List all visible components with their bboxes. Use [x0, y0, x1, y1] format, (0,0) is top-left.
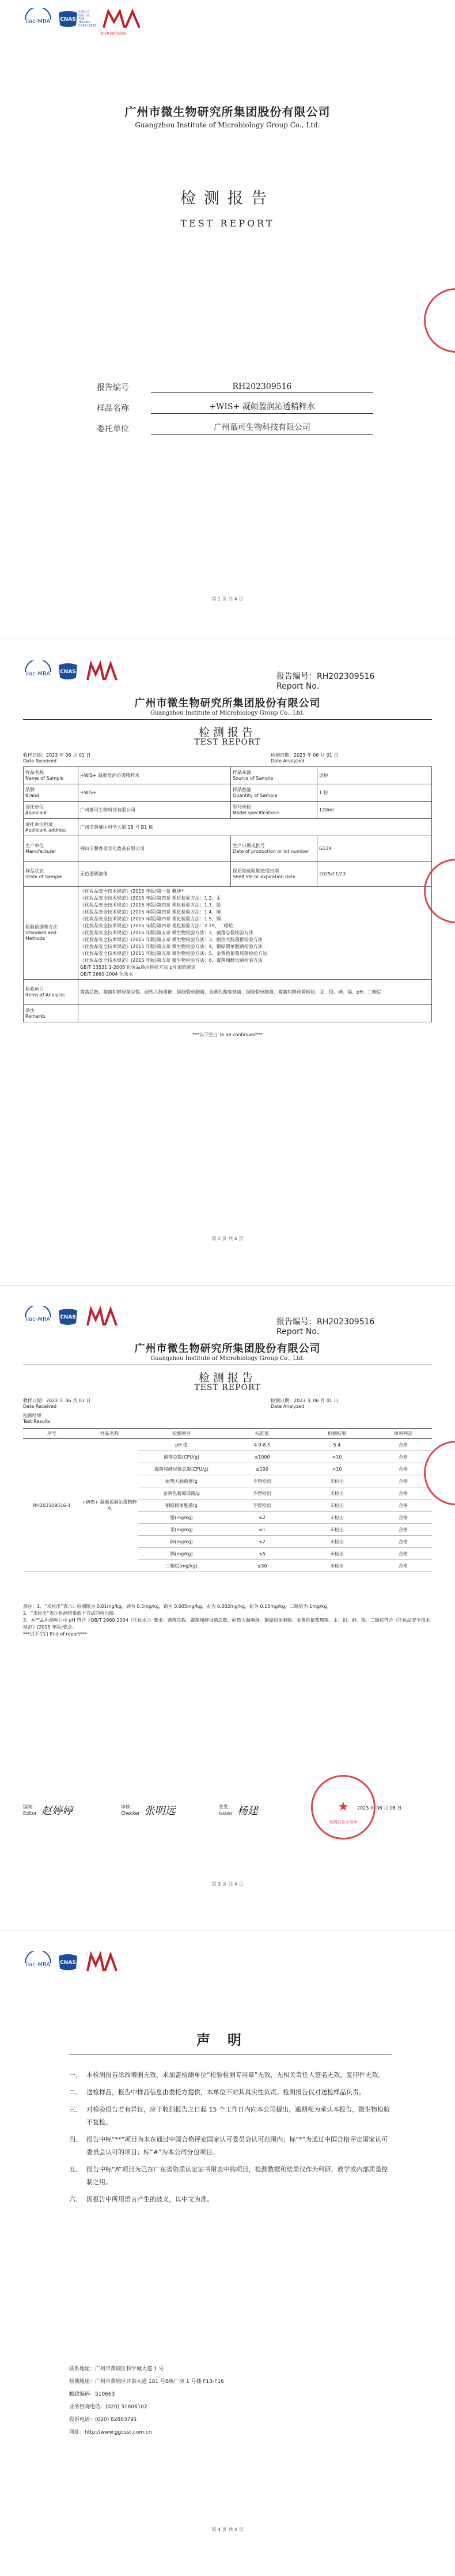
table-row-methods [24, 887, 432, 980]
cell-item: 砷(mg/kg) [138, 1536, 225, 1548]
cnas-logo [58, 8, 96, 31]
declaration-text: 送检样品，报告中样品信息由委托方提供，本单位不对其真实性负责。检测报告仅对送检样品负责。 [86, 2088, 365, 2096]
field-label: 委托单位 [25, 804, 44, 810]
cma-code: 202019005595 [100, 32, 127, 36]
report-title-en: TEST REPORT [194, 1383, 261, 1392]
cover-row-applicant [97, 418, 373, 435]
checker-label-en: Checker [121, 1811, 140, 1816]
cell-item: 菌落总数(CFU/g) [138, 1451, 225, 1463]
cell-std: ≤2 [225, 1512, 299, 1524]
cell-item: 二噁烷(mg/kg) [138, 1560, 225, 1572]
note-line: ***以下空白 End of report*** [23, 1631, 87, 1637]
accreditation-logos [23, 8, 147, 36]
field-label: 生产日期或批号 [233, 843, 265, 848]
method-item: 《化妆品安全技术规范》(2015 年版)第四章 理化检验方法：1.3、铅 [80, 902, 221, 908]
field-label-en: Applicant [25, 810, 47, 815]
page-number: 第 2 页 共 4 页 [211, 1236, 244, 1241]
cell-item: 耐热大肠菌群/g [138, 1475, 225, 1487]
declaration-item: 二、 送检样品，报告中样品信息由委托方提供，本单位不对其真实性负责。检测报告仅对送检样品负责。 [69, 2086, 392, 2099]
report-cover-page [0, 0, 455, 640]
cell-item: 霉菌和酵母菌总数(CFU/g) [138, 1463, 225, 1475]
cell-std: ≤5 [225, 1548, 299, 1560]
cover-value: RH202309516 [151, 382, 373, 393]
cma-logo [85, 660, 120, 683]
method-item: 《化妆品安全技术规范》(2015 年版)第五章 微生物检验方法：3、耐热大肠菌群检验方法 [80, 937, 263, 942]
method-item: 《化妆品安全技术规范》(2015 年版)第四章 理化检验方法：2.19、二噁烷 [80, 923, 233, 928]
date-analyzed: 检测日期：2023 年 06 月 01 日 [271, 753, 339, 758]
date-analyzed-en: Date Analyzed [271, 758, 305, 764]
cell-std: 不得检出 [225, 1487, 299, 1499]
declaration-item: 一、 本检测报告涂改增删无效，未加盖检测单位“检验检测专用章”无效，无相关责任人签名无效，复印件无效。 [69, 2069, 392, 2082]
page-number: 第 1 页 共 4 页 [211, 596, 244, 602]
stamp-text: 检测报告专用章 [329, 1820, 358, 1825]
cnas-text-3: 检测 [78, 17, 85, 21]
org-name-en: Guangzhou Institute of Microbiology Group Co., Ltd. [150, 1355, 305, 1362]
report-title-en: TEST REPORT [180, 218, 275, 229]
svg-text:CNAS: CNAS [60, 17, 76, 22]
cnas-text-1: 中国认可 [78, 10, 90, 14]
cover-value: +WIS+ 凝颜盈润沁透精粹水 [151, 401, 373, 414]
contact-phone: 业务咨询电话：(020) 31606102 [69, 2404, 147, 2410]
test-results-page [0, 1285, 455, 1931]
date-analyzed: 检测日期：2023 年 06 月 01 日 [271, 1398, 339, 1403]
col-header: 单项判定 [374, 1429, 432, 1439]
cell-judge: 合格 [374, 1536, 432, 1548]
field-value [78, 1005, 432, 1022]
field-label-en: State of Sample [25, 874, 62, 879]
field-label: 样品来源 [233, 769, 251, 775]
report-no-en: Report No. [276, 682, 320, 691]
sign-date: 2023 年 06 月 08 日 [357, 1806, 402, 1811]
cell-std: 不得检出 [225, 1475, 299, 1487]
note-line: 3、本产品所测项目中 pH 符合《QB/T 2660-2004《化妆水》》要求；菌落总数、霉菌和酵母菌总数、耐热大肠菌群、铜绿假单胞菌、金黄色葡萄球菌、汞、铅、砷、镉、二噁烷符合《化妆品安全技术规范》(2015 年版)要求。 [23, 1618, 430, 1630]
date-analyzed-en: Date Analyzed [271, 1404, 305, 1409]
method-item: 《化妆品安全技术规范》(2015 年版)第五章 微生物检验方法：2、菌落总数检验方法 [80, 930, 253, 935]
field-value: 佛山市馨香美容化妆品有限公司 [78, 836, 231, 862]
cell-result: 未检出 [299, 1524, 374, 1536]
sample-no: RH202309516-1 [23, 1439, 81, 1572]
end-mark: ***以下空白 To be continued*** [192, 1032, 263, 1037]
editor-block [23, 1803, 73, 1818]
cell-item: 金黄色葡萄球菌/g [138, 1487, 225, 1499]
cma-logo [85, 1951, 120, 1974]
checker-block [121, 1803, 176, 1818]
editor-label-en: Editor [23, 1811, 37, 1816]
note-line: 2、“未检出”表示检测结果低于方法的检出限。 [23, 1611, 119, 1616]
cell-judge: 合格 [374, 1487, 432, 1499]
table-row [24, 862, 432, 887]
date-received-en: Date Received [23, 758, 57, 764]
method-item: QB/T 2660-2004 化妆水 [80, 972, 134, 977]
cell-judge: 合格 [374, 1512, 432, 1524]
results-title-en: Test Results [23, 1419, 51, 1424]
col-header: 检测结果 [299, 1429, 374, 1439]
declaration-item: 六、 因报告中所用语言产生的歧义，以中文为准。 [69, 2193, 392, 2206]
methods-list [78, 887, 432, 980]
field-value: +WIS+ [78, 784, 231, 802]
date-received-en: Date Received [23, 1404, 57, 1409]
col-header: 标准值 [225, 1429, 299, 1439]
declaration-text: 本检测报告涂改增删无效，未加盖检测单位“检验检测专用章”无效，无相关责任人签名无效，复印件无效。 [86, 2071, 385, 2079]
issuer-signature: 杨建 [237, 1805, 258, 1817]
field-label: 品牌 [25, 787, 35, 792]
sample-name: +WIS+ 凝颜盈润沁透精粹水 [81, 1439, 138, 1572]
table-row-items [24, 980, 432, 1005]
field-label-en: Applicant address [25, 827, 67, 833]
field-label: 样品名称 [25, 769, 44, 775]
results-heading [23, 1413, 432, 1426]
cell-result: 未检出 [299, 1487, 374, 1499]
page-number: 第 3 页 共 4 页 [211, 1882, 244, 1887]
report-no-en: Report No. [276, 1327, 320, 1336]
field-value: 2025/11/23 [317, 862, 432, 887]
field-label: 生产单位 [25, 843, 44, 848]
cell-result: 未检出 [299, 1475, 374, 1487]
svg-text:CNAS: CNAS [60, 1315, 76, 1320]
table-row [23, 1439, 432, 1451]
field-label-en: Items of Analysis [25, 992, 65, 998]
issuer-label-en: Issuer [219, 1811, 233, 1816]
cell-judge: 合格 [374, 1475, 432, 1487]
svg-text:CNAS: CNAS [60, 669, 76, 675]
field-label-en: Standard and Methods [25, 930, 56, 941]
cma-logo [100, 8, 147, 36]
contact-postcode: 邮政编码：510663 [69, 2392, 115, 2397]
note-line: 备注：1、“未检出”表示：检测限为 0.01mg/kg，砷为 0.5mg/kg，镉为 0.005mg/kg，汞为 0.002mg/kg，铅为 0.15mg/kg，二噁烷为 1mg/kg。 [23, 1604, 332, 1609]
field-label: 检验项目 [25, 986, 44, 992]
report-no-value: RH202309516 [317, 672, 375, 681]
date-line [23, 753, 432, 765]
ilac-mra-logo [23, 8, 53, 31]
editor-label: 编制： [23, 1804, 37, 1810]
declaration-item: 四、 报告中标“**”项目为未在通过中国合格评定国家认可委员会认可范围内；标“*”为通过中国合格评定国家认可委员会认可的项目；标“#”为本公司分包项目。 [69, 2133, 392, 2159]
cell-result: 未检出 [299, 1548, 374, 1560]
declaration-page [0, 1931, 455, 2576]
cnas-code: CNAS L0032 [78, 24, 96, 28]
cnas-logo [58, 1951, 81, 1974]
field-value: 无色透明液体 [78, 862, 231, 887]
cell-judge: 合格 [374, 1548, 432, 1560]
svg-text:CNAS: CNAS [60, 1960, 76, 1966]
date-received: 收样日期：2023 年 06 月 01 日 [23, 1398, 91, 1403]
cell-std: 不得检出 [225, 1499, 299, 1512]
cell-result: 未检出 [299, 1499, 374, 1512]
declaration-title: 声明 [196, 2032, 259, 2048]
field-value: 送检 [317, 767, 432, 784]
sample-info-page [0, 640, 455, 1285]
method-item: 《化妆品安全技术规范》(2015 年版)第五章 微生物检验方法：5、金黄色葡萄球菌检验方法 [80, 951, 267, 956]
ilac-mra-logo [23, 1951, 53, 1974]
cell-result: 未检出 [299, 1512, 374, 1524]
table-row [24, 819, 432, 836]
cell-result: <10 [299, 1463, 374, 1475]
field-value: 菌落总数、霉菌和酵母菌总数、耐热大肠菌群、铜绿假单胞菌、金黄色葡萄球菌、铜绿假单胞菌、霉菌和酵母菌检验、汞、铅、砷、镉、pH、二噁烷 [78, 980, 432, 1005]
cell-judge: 合格 [374, 1524, 432, 1536]
method-item: GB/T 13531.1-2008 化妆品通用检验方法 pH 值的测定 [80, 965, 196, 970]
org-name-cn: 广州市微生物研究所集团股份有限公司 [124, 105, 331, 119]
table-row [24, 767, 432, 784]
method-item: 《化妆品安全技术规范》(2015 年版)第四章 理化检验方法：1.2、汞 [80, 896, 221, 901]
field-label: 检验依据和方法 [25, 924, 58, 930]
declaration-item: 五、 报告中标“A”项目为已在广东省资质认定证书附表中的项目，检测数据和结果仅作为科研、教学或内部质量控制之用。 [69, 2163, 392, 2189]
report-title-cn: 检测报告 [198, 726, 256, 739]
field-label: 样品数量 [233, 787, 251, 792]
cell-item: 铜绿假单胞菌/g [138, 1499, 225, 1512]
report-title-en: TEST REPORT [194, 738, 261, 747]
field-label: 样品状态 [25, 868, 44, 874]
org-name-cn: 广州市微生物研究所集团股份有限公司 [134, 1343, 321, 1355]
cover-row-report-no [97, 377, 373, 393]
cell-std: ≤1000 [225, 1451, 299, 1463]
report-no-label: 报告编号： [276, 1317, 317, 1327]
field-label-en: Model specifications [233, 810, 280, 815]
field-label-en: Quantity of Sample [233, 792, 278, 798]
table-row [24, 784, 432, 802]
report-no-label: 报告编号： [276, 672, 317, 681]
cover-label: 委托单位 [97, 425, 129, 434]
page-number: 第 4 页 共 4 页 [211, 2527, 244, 2532]
declaration-text: 报告中标“**”项目为未在通过中国合格评定国家认可委员会认可范围内；标“*”为通过中国合格评定国家认可委员会认可的项目；标“#”为本公司分包项目。 [86, 2136, 388, 2156]
method-item: 《化妆品安全技术规范》(2015 年版)第四章 理化检验方法：1.5、镉 [80, 916, 221, 921]
col-header: 检测项目 [138, 1429, 225, 1439]
inspection-stamp [311, 1775, 376, 1840]
method-item: 《化妆品安全技术规范》(2015 年版)第四章 理化检验方法：1.4、砷 [80, 909, 221, 915]
cell-std: ≤1 [225, 1524, 299, 1536]
cnas-text-4: TESTING [78, 21, 91, 24]
declaration-text: 报告中标“A”项目为已在广东省资质认定证书附表中的项目，检测数据和结果仅作为科研、教学或内部质量控制之用。 [86, 2166, 388, 2186]
contact-address: 联系地址：广州市黄埔区科学城大道 1 号 [69, 2366, 164, 2372]
report-number-block [276, 672, 374, 692]
col-header: 样品名称 [81, 1429, 138, 1439]
cell-judge: 合格 [374, 1451, 432, 1463]
stamp-star-icon: ★ [338, 1800, 349, 1814]
header-logos [23, 1951, 120, 1974]
contact-lab-address: 检测地址：广州市黄埔区开泰大道 181 号B栋厂房 1 号楼 F13-F16 [69, 2379, 224, 2385]
org-name-en: Guangzhou Institute of Microbiology Group Co., Ltd. [150, 710, 305, 716]
field-value: G12X [317, 836, 432, 862]
field-label-en: Brand [25, 792, 39, 798]
cell-judge: 合格 [374, 1463, 432, 1475]
report-number-block [276, 1317, 374, 1337]
cma-logo [85, 1306, 120, 1329]
date-line [23, 1398, 432, 1411]
cnas-logo [58, 660, 81, 683]
col-header: 序号 [23, 1429, 81, 1439]
cell-result: 未检出 [299, 1560, 374, 1572]
results-notes [23, 1603, 432, 1638]
cell-result: 未检出 [299, 1536, 374, 1548]
field-value: 广州慕可生物科技有限公司 [78, 802, 231, 819]
cell-std: ≤2 [225, 1536, 299, 1548]
svg-text:ilac-MRA: ilac-MRA [25, 1316, 51, 1323]
field-label-en: Name of Sample [25, 775, 64, 781]
cnas-text-2: 国际互认 [78, 14, 90, 17]
org-name-cn: 广州市微生物研究所集团股份有限公司 [134, 697, 321, 709]
field-label-en: Source of Sample [233, 775, 274, 781]
cell-std: 4.0-8.5 [225, 1439, 299, 1451]
cell-item: 汞(mg/kg) [138, 1524, 225, 1536]
field-value: 120ml [317, 802, 432, 819]
cover-row-sample-name [97, 398, 373, 414]
method-item: 《化妆品安全技术规范》(2015 年版)第五章 微生物检验方法：4、铜绿假单胞菌检验方法 [80, 944, 263, 949]
results-title-cn: 检测结果 [23, 1413, 41, 1418]
header-logos [23, 1306, 120, 1329]
declaration-text: 对检验报告若有异议，应于收到报告之日起 15 个工作日内向本公司提出，逾期视为承认本报告，微生物检验不复检。 [86, 2106, 390, 2126]
contact-complaint: 投诉电话：(020) 82803791 [69, 2417, 137, 2423]
report-title-cn: 检测报告 [198, 1372, 256, 1384]
report-no-value: RH202309516 [317, 1317, 375, 1327]
field-value: 1 份 [317, 784, 432, 802]
field-label: 型号规格 [233, 804, 251, 810]
field-label: 备注 [25, 1007, 35, 1013]
method-item: 《化妆品安全技术规范》(2015 年版)第五章 微生物检验方法：6、霉菌和酵母菌检验方法 [80, 958, 263, 963]
table-row [24, 802, 432, 819]
cnas-logo [58, 1306, 81, 1329]
cover-label: 报告编号 [97, 383, 129, 392]
cell-result: 5.4 [299, 1439, 374, 1451]
cell-std: ≤100 [225, 1463, 299, 1475]
svg-text:ilac-MRA: ilac-MRA [25, 1962, 51, 1968]
declaration-text: 因报告中所用语言产生的歧义，以中文为准。 [86, 2196, 213, 2203]
cell-judge: 合格 [374, 1560, 432, 1572]
ilac-mra-logo [23, 660, 53, 683]
results-table [23, 1428, 432, 1572]
field-label-en: Manufacturer [25, 848, 56, 854]
field-value: 广州市黄埔区科学大道 18 号 B1 栋 [78, 819, 432, 836]
date-received: 收样日期：2023 年 06 月 01 日 [23, 753, 91, 758]
contact-info [69, 2363, 392, 2439]
ilac-mra-logo [23, 1306, 53, 1329]
cover-label: 样品名称 [97, 404, 129, 413]
table-header-row [23, 1429, 432, 1439]
header-logos [23, 660, 120, 683]
issuer-block [219, 1803, 258, 1818]
cover-value: 广州慕可生物科技有限公司 [151, 421, 373, 435]
cell-item: pH 值 [138, 1439, 225, 1451]
cell-item: 铅(mg/kg) [138, 1512, 225, 1524]
field-label: 委托单位地址 [25, 821, 53, 827]
field-label-en: Remarks [25, 1013, 46, 1019]
issuer-label: 签发： [219, 1804, 233, 1810]
declaration-item: 三、 对检验报告若有异议，应于收到报告之日起 15 个工作日内向本公司提出，逾期视为承认本报告，微生物检验不复检。 [69, 2103, 392, 2129]
sample-info-table [23, 766, 432, 1022]
contact-website[interactable]: 网址：http://www.ggcsst.com.cn [69, 2430, 152, 2435]
cell-judge: 合格 [374, 1499, 432, 1512]
red-stamp [424, 288, 455, 353]
field-label: 保质期或限期使用日期 [233, 868, 279, 874]
cell-judge: 合格 [374, 1439, 432, 1451]
field-label-en: Date of production or lot number [233, 848, 309, 854]
svg-text:ilac-MRA: ilac-MRA [25, 671, 51, 677]
field-value: +WIS+ 凝颜盈润沁透精粹水 [78, 767, 231, 784]
svg-text:ilac-MRA: ilac-MRA [25, 18, 51, 25]
cell-std: ≤30 [225, 1560, 299, 1572]
editor-signature: 赵婷婷 [41, 1805, 73, 1817]
method-item: 《化妆品安全技术规范》(2015 年版)第一章 概述* [80, 889, 184, 894]
declaration-list [69, 2069, 392, 2211]
table-row [24, 836, 432, 862]
table-row-remarks [24, 1005, 432, 1022]
cell-item: 镉(mg/kg) [138, 1548, 225, 1560]
checker-label: 审核： [121, 1804, 135, 1810]
org-name-en: Guangzhou Institute of Microbiology Group Co., Ltd. [135, 121, 320, 129]
cell-result: <10 [299, 1451, 374, 1463]
checker-signature: 张明远 [144, 1805, 176, 1817]
report-title-cn: 检测报告 [180, 190, 275, 207]
field-label-en: Shelf life or expiration date [233, 874, 296, 879]
